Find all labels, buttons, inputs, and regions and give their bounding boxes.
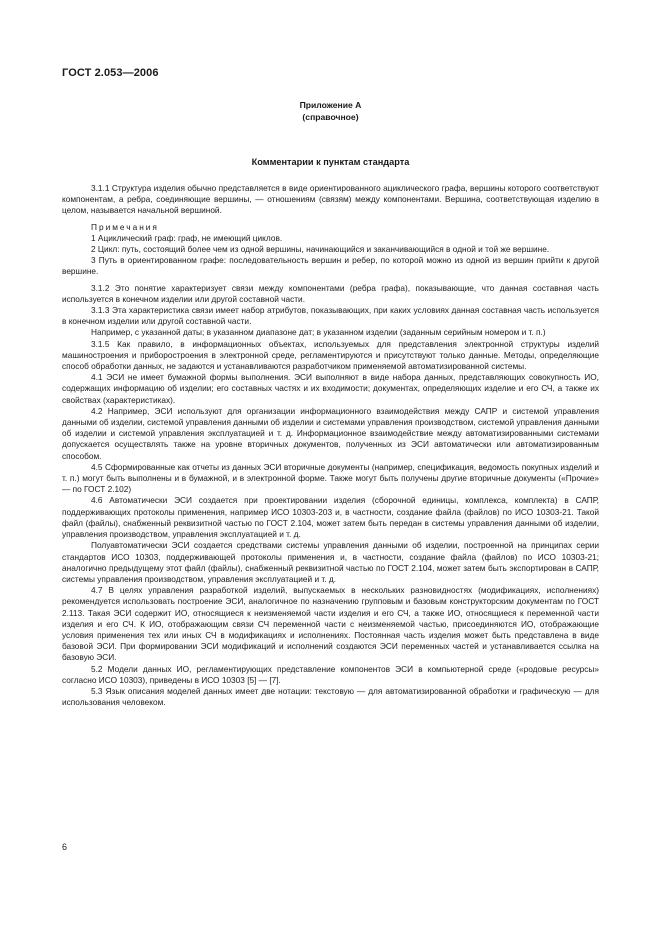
paragraph-3-1-1: 3.1.1 Структура изделия обычно представляется в виде ориентированного ациклического графа, вершины которого соответствуют компонентам, а ребра, соединяющие вершины, — отношениям (связям) между компонентами. Вершина, соответствующая изделию в целом, называется начальной вершиной. <box>62 183 599 216</box>
note-1: 1 Ациклический граф: граф, не имеющий циклов. <box>91 232 283 243</box>
paragraph-3-1-2: 3.1.2 Это понятие характеризует связи между компонентами (ребра графа), показывающие, что данная составная часть используется в конечном изделии или другой составной части. <box>62 282 599 304</box>
appendix-type: (справочное) <box>302 112 359 122</box>
paragraph-example: Например, с указанной даты; в указанном диапазоне дат; в указанном изделии (заданным серийным номером и т. п.) <box>91 327 546 338</box>
document-body <box>62 183 599 708</box>
section-title: Комментарии к пунктам стандарта <box>251 157 410 167</box>
appendix-title: Приложение А <box>299 100 362 110</box>
paragraph-3-1-5: 3.1.5 Как правило, в информационных объектах, используемых для представления электронной структуры изделий машиностроения и приборостроения в электронной среде, регламентируются и присутствуют только данные. Методы, определяющие способ обработки данных, не задаются и устанавливаются разработчиком применяемой автоматизированной системы. <box>62 338 599 372</box>
paragraph-4-2: 4.2 Например, ЭСИ используют для организации информационного взаимодействия между САПР и системой управления данными об изделии, системой управления данными об изделии и системами управления производством, системой управления данными об изделии и системой управления эксплуатацией и т. д. Информационное взаимодействие между автоматизированными системами допускается осуществлять также на уровне вторичных документов, полученных из ЭСИ автоматически или автоматизированным способом. <box>62 405 599 461</box>
note-2: 2 Цикл: путь, состоящий более чем из одной вершины, начинающийся и заканчивающийся в одной и той же вершине. <box>91 244 550 255</box>
note-3: 3 Путь в ориентированном графе: последовательность вершин и ребер, по которой можно из одной из вершин прийти к другой вершине. <box>62 255 599 277</box>
paragraph-5-3: 5.3 Язык описания моделей данных имеет две нотации: текстовую — для автоматизированной обработки и графическую — для использования человеком. <box>62 685 599 708</box>
paragraph-5-2: 5.2 Модели данных ИО, регламентирующих представление компонентов ЭСИ в компьютерной среде («родовые ресурсы» согласно ИСО 10303), приведены в ИСО 10303 [5] — [7]. <box>62 663 599 685</box>
page-number: 6 <box>62 842 68 852</box>
paragraph-4-1: 4.1 ЭСИ не имеет бумажной формы выполнения. ЭСИ выполняют в виде набора данных, представляющих совокупность ИО, содержащих информацию об изделии; его составных частях и их входимости; документах, определяющих изделие и его СЧ, а также их свойствах (характеристиках). <box>62 372 599 405</box>
standard-header: ГОСТ 2.053—2006 <box>62 67 159 79</box>
paragraph-4-6: 4.6 Автоматически ЭСИ создается при проектировании изделия (сборочной единицы, комплекса, комплекта) в САПР, поддерживающих протоколы применения, например ИСО 10303-203 и, в частности, создание файла (файлов) по ИСО 10303-21. Такой файл (файлы), снабженный реквизитной частью по ГОСТ 2.104, может затем быть передан в системы управления данными об изделии, управления производством, управления эксплуатацией и т. д. <box>62 495 599 540</box>
paragraph-3-1-3: 3.1.3 Эта характеристика связи имеет набор атрибутов, показывающих, при каких условиях данная составная часть используется в конечном изделии или другой составной части. <box>62 305 599 327</box>
paragraph-semiauto: Полуавтоматически ЭСИ создается средствами системы управления данными об изделии, построенной на принципах серии стандартов ИСО 10303, поддерживающей протоколы применения и, в частности, создание файла (файлов) по ИСО 10303-21; аналогично предыдущему этот файл (файлы), снабженный реквизитной частью по ГОСТ 2.104, может затем быть экспортирован в САПР, системы управления производством, управления эксплуатацией и т. д. <box>62 540 599 584</box>
paragraph-4-5: 4.5 Сформированные как отчеты из данных ЭСИ вторичные документы (например, спецификация, ведомость покупных изделий и т. п.) могут быть выполнены и в бумажной, и в электронной форме. Также могут быть получены другие вторичные документы («Прочие» — по ГОСТ 2.102) <box>62 461 599 495</box>
notes-heading: Примечания <box>91 221 159 232</box>
paragraph-4-7: 4.7 В целях управления разработкой изделий, выпускаемых в нескольких разновидностях (модификациях, исполнениях) рекомендуется использовать построение ЭСИ, аналогичное по назначению групповым и базовым конструкторским документам по ГОСТ 2.113. Такая ЭСИ содержит ИО, относящиеся к неизменяемой части изделия и его СЧ, а также ИО, относящиеся к переменной части изделия и его СЧ. К ИО, отображающим связи СЧ переменной части с неизменяемой частью, присоединяются ИО, отображающие условия применения тех или иных СЧ в модификациях и исполнениях. Постоянная часть изделия может быть представлена в виде базовой ЭСИ. При формировании ЭСИ модификаций и исполнений создаются ЭСИ переменных частей и устанавливается ссылка на базовую ЭСИ. <box>62 585 599 663</box>
